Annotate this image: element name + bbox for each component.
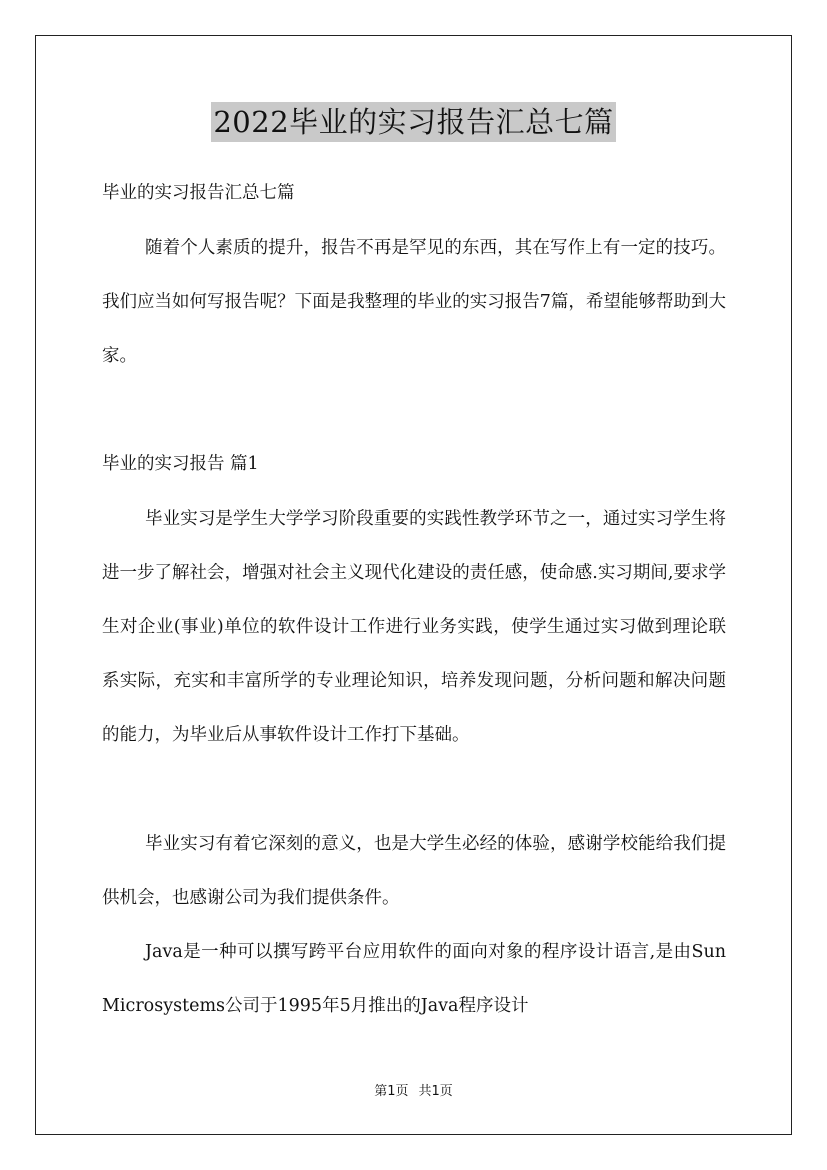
body-paragraph-2: 毕业实习有着它深刻的意义，也是大学生必经的体验，感谢学校能给我们提供机会，也感谢公司为我们提供条件。	[102, 834, 726, 908]
body-paragraph-1: 毕业实习是学生大学学习阶段重要的实践性教学环节之一，通过实习学生将进一步了解社会，增强对社会主义现代化建设的责任感，使命感.实习期间,要求学生对企业(事业)单位的软件设计工作进行业务实践，使学生通过实习做到理论联系实际，充实和丰富所学的专业理论知识，培养发现问题，分析问题和解决问题的能力，为毕业后从事软件设计工作打下基础。	[102, 509, 726, 745]
intro-paragraph: 随着个人素质的提升，报告不再是罕见的东西，其在写作上有一定的技巧。我们应当如何写报告呢？下面是我整理的毕业的实习报告7篇，希望能够帮助到大家。	[102, 238, 726, 366]
section-heading: 毕业的实习报告 篇1	[102, 454, 259, 474]
page-footer	[0, 1083, 827, 1101]
body-paragraph-3: Java是一种可以撰写跨平台应用软件的面向对象的程序设计语言,是由Sun Microsystems公司于1995年5月推出的Java程序设计	[102, 942, 726, 1016]
title-container	[0, 102, 827, 142]
page-total: 共1页	[418, 1084, 453, 1099]
document-subtitle: 毕业的实习报告汇总七篇	[102, 183, 295, 203]
document-title: 2022毕业的实习报告汇总七篇	[211, 102, 615, 142]
page-number: 第1页	[374, 1084, 409, 1099]
